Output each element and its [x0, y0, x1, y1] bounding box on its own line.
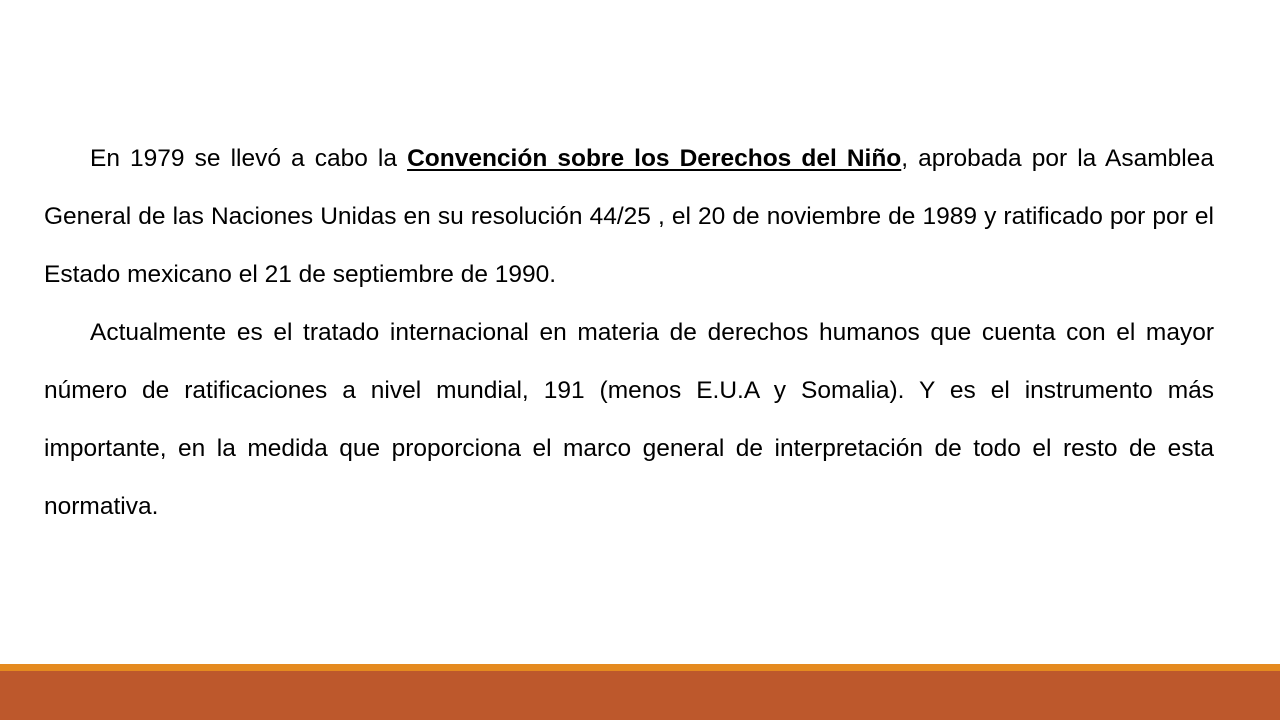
paragraph-ratifications: Actualmente es el tratado internacional en materia de derechos humanos que cuenta con el mayor número de ratificaciones a nivel mundial, 191 (menos E.U.A y Somalia). Y es el instrumento más importante, en la medida que proporciona el marco general de interpretación de todo el resto de esta normativa.: [44, 319, 1214, 520]
convention-title: Convención sobre los Derechos del Niño: [407, 145, 902, 172]
footer-bar: [0, 671, 1280, 720]
paragraph-convention: [44, 130, 1214, 304]
paragraph-1-intro: En 1979 se llevó a cabo la: [90, 145, 408, 172]
slide-body: [44, 130, 1214, 536]
footer-accent-stripe: [0, 664, 1280, 671]
paragraph-1-rest: , aprobada por la Asamblea General de las Naciones Unidas en su resolución 44/25 , el 20 de noviembre de 1989 y ratificado por por el Estado mexicano el 21 de septiembre de 1990.: [44, 145, 1214, 288]
